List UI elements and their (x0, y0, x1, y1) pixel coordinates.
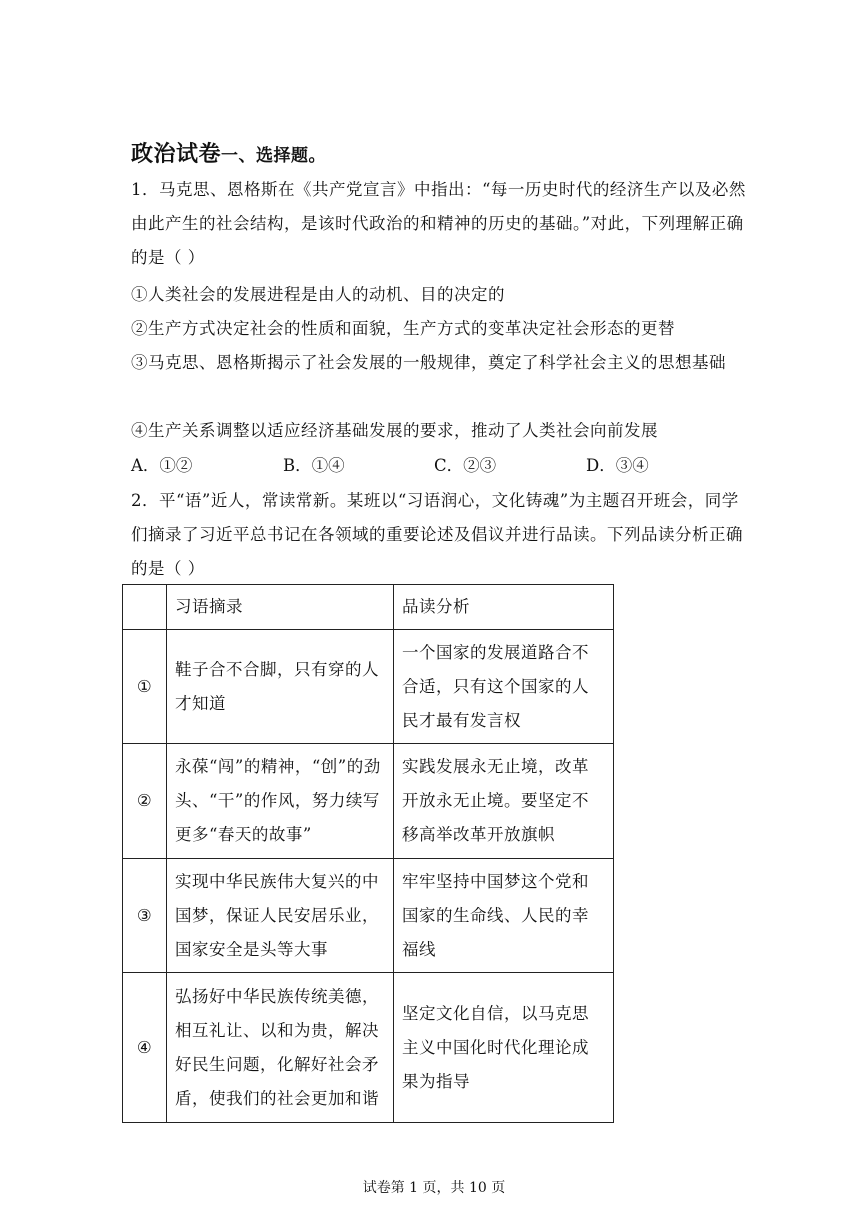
question-1-statement-4: ④生产关系调整以适应经济基础发展的要求，推动了人类社会向前发展 (131, 421, 658, 440)
question-1-statement-1: ①人类社会的发展进程是由人的动机、目的决定的 (131, 285, 505, 304)
quote-cell: 实现中华民族伟大复兴的中国梦，保证人民安居乐业，国家安全是头等大事 (167, 859, 394, 973)
analysis-cell: 坚定文化自信，以马克思主义中国化时代化理论成果为指导 (394, 973, 614, 1123)
quote-cell: 弘扬好中华民族传统美德，相互礼让、以和为贵，解决好民生问题，化解好社会矛盾，使我们的社会更加和谐 (167, 973, 394, 1123)
exam-title: 政治试卷 (131, 141, 222, 167)
question-1-stem: 1．马克思、恩格斯在《共产党宣言》中指出：“每一历史时代的经济生产以及必然由此产生的社会结构，是该时代政治的和精神的历史的基础。”对此，下列理解正确的是（ ） (131, 180, 746, 267)
choice-b: B．①④ (283, 456, 345, 475)
section-title: 一、选择题。 (221, 146, 327, 166)
table-header-row (123, 585, 614, 630)
row-number: ④ (123, 973, 167, 1123)
table-row (123, 973, 614, 1123)
row-number: ① (123, 630, 167, 744)
page-footer: 试卷第 1 页，共 10 页 (362, 1180, 506, 1196)
analysis-cell: 牢牢坚持中国梦这个党和国家的生命线、人民的幸福线 (394, 859, 614, 973)
analysis-cell: 实践发展永无止境，改革开放永无止境。要坚定不移高举改革开放旗帜 (394, 744, 614, 859)
table-header-cell (123, 585, 167, 630)
analysis-cell: 一个国家的发展道路合不合适，只有这个国家的人民才最有发言权 (394, 630, 614, 744)
table-header-cell: 品读分析 (394, 585, 614, 630)
table-header-cell: 习语摘录 (167, 585, 394, 630)
row-number: ③ (123, 859, 167, 973)
quote-cell: 鞋子合不合脚，只有穿的人才知道 (167, 630, 394, 744)
page-heading (131, 137, 326, 168)
question-1-statement-3: ③马克思、恩格斯揭示了社会发展的一般规律，奠定了科学社会主义的思想基础 (131, 353, 726, 372)
quote-cell: 永葆“闯”的精神，“创”的劲头、“干”的作风，努力续写更多“春天的故事” (167, 744, 394, 859)
choice-d: D．③④ (586, 456, 649, 475)
table-row (123, 744, 614, 859)
question-2-stem: 2．平“语”近人，常读常新。某班以“习语润心，文化铸魂”为主题召开班会，同学们摘录了习近平总书记在各领域的重要论述及倡议并进行品读。下列品读分析正确的是（ ） (131, 491, 743, 578)
question-1-choices (131, 449, 746, 483)
choice-a: A．①② (131, 456, 193, 475)
question-2-table (122, 584, 614, 1123)
question-1-statement-2: ②生产方式决定社会的性质和面貌，生产方式的变革决定社会形态的更替 (131, 319, 675, 338)
table-row (123, 859, 614, 973)
row-number: ② (123, 744, 167, 859)
table-row (123, 630, 614, 744)
choice-c: C．②③ (434, 456, 497, 475)
